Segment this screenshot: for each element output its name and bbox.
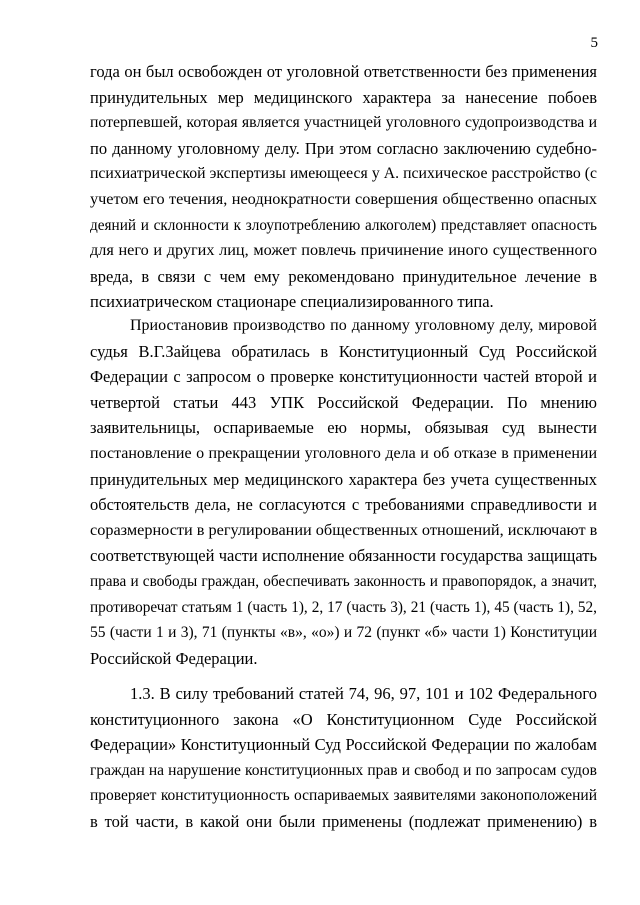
page-number: 5 — [590, 35, 598, 51]
text-line: граждан на нарушение конституционных прав и свобод и по запросам судов — [90, 761, 597, 779]
text-line: по данному уголовному делу. При этом согласно заключению судебно- — [90, 138, 597, 158]
text-line: четвертой статьи 443 УПК Российской Федерации. По мнению — [90, 392, 597, 412]
paragraph-3 — [90, 681, 597, 835]
text-line: психиатрическом стационаре специализированного типа. — [90, 292, 494, 312]
text-line: обстоятельств дела, не согласуются с требованиями справедливости и — [90, 495, 597, 515]
text-line: Федерации с запросом о проверке конституционности частей второй и — [90, 367, 597, 387]
text-line: соразмерности в регулировании общественных отношений, исключают в — [90, 520, 598, 539]
text-line: вреда, в связи с чем ему рекомендовано принудительное лечение в — [90, 266, 597, 286]
text-line: соответствующей части исполнение обязанности государства защищать — [90, 546, 597, 566]
text-line: Российской Федерации. — [90, 648, 258, 668]
paragraph-2 — [90, 313, 597, 671]
text-line: потерпевшей, которая является участницей уголовного судопроизводства и — [90, 114, 597, 132]
text-line: заявительницы, оспариваемые ею нормы, обязывая суд вынести — [90, 418, 597, 438]
text-line: проверяет конституционность оспариваемых заявителями законоположений — [90, 787, 597, 805]
text-line: права и свободы граждан, обеспечивать законность и правопорядок, а значит, — [90, 572, 597, 590]
text-line: в той части, в какой они были применены (подлежат применению) в — [90, 811, 597, 831]
paragraph-1 — [90, 59, 597, 315]
text-line: принудительных мер медицинского характера за нанесение побоев — [90, 87, 597, 107]
text-line: Приостановив производство по данному уголовному делу, мировой — [130, 317, 597, 334]
text-line: деяний и склонности к злоупотреблению алкоголем) представляет опасность — [90, 216, 597, 234]
text-line: для него и других лиц, может повлечь причинение иного существенного — [90, 241, 597, 260]
text-line: судья В.Г.Зайцева обратилась в Конституционный Суд Российской — [90, 341, 597, 361]
text-line: учетом его течения, неоднократности совершения общественно опасных — [90, 189, 597, 208]
text-line: 55 (части 1 и 3), 71 (пункты «в», «о») и 72 (пункт «б» части 1) Конституции — [90, 624, 597, 642]
text-line: Федерации» Конституционный Суд Российской Федерации по жалобам — [90, 735, 597, 755]
text-line: конституционного закона «О Конституционном Суде Российской — [90, 709, 597, 729]
text-line: постановление о прекращении уголовного дела и об отказе в применении — [90, 444, 597, 462]
text-line: психиатрической экспертизы имеющееся у А. психическое расстройство (с — [90, 165, 597, 183]
text-line: 1.3. В силу требований статей 74, 96, 97, 101 и 102 Федерального — [130, 684, 597, 703]
text-line: года он был освобожден от уголовной ответственности без применения — [90, 62, 597, 81]
text-line: принудительных мер медицинского характера без учета существенных — [90, 469, 597, 489]
text-line: противоречат статьям 1 (часть 1), 2, 17 (часть 3), 21 (часть 1), 45 (часть 1), 52, — [90, 598, 597, 616]
